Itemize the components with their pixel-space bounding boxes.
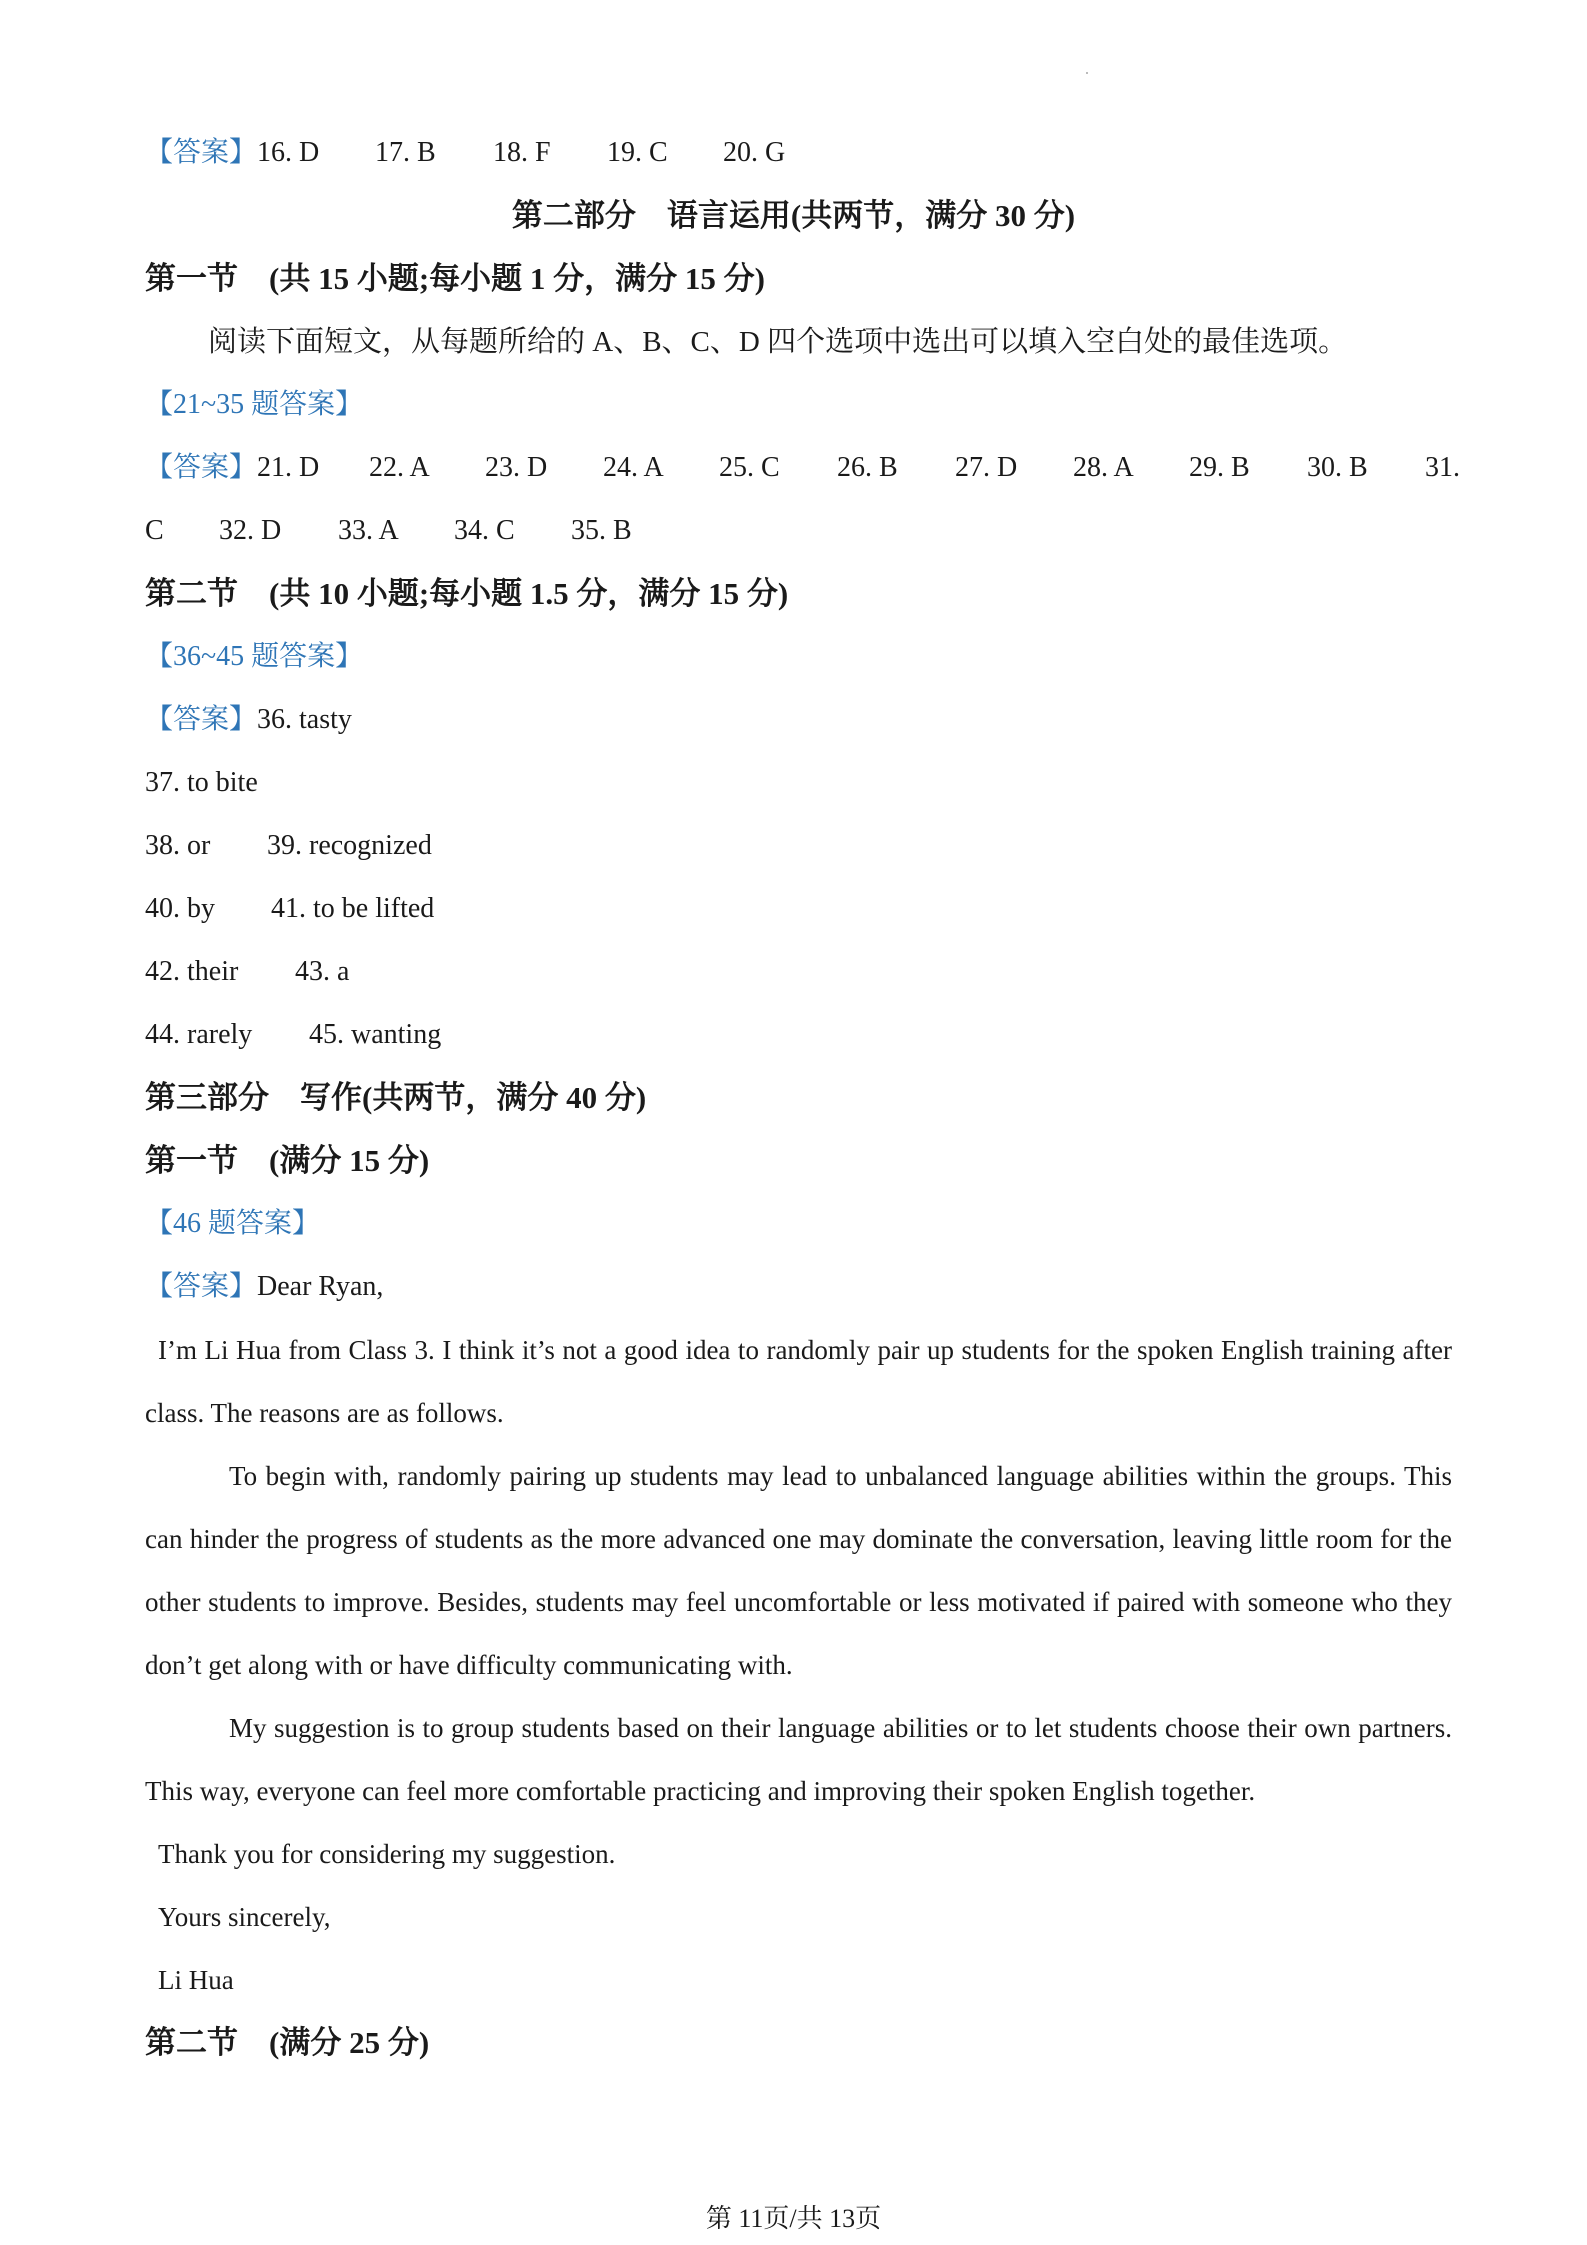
answer-item: 22. A <box>369 452 430 483</box>
answer-item: 32. D <box>219 515 282 546</box>
answer-header-21-35: 【21~35 题答案】 <box>145 389 364 420</box>
letter-paragraph-1: I’m Li Hua from Class 3. I think it’s not a good idea to randomly pair up students for the spoken English training after class. The reasons are as follows. <box>145 1335 1452 1428</box>
part2-section2-title: 第二节 (共 10 小题;每小题 1.5 分，满分 15 分) <box>145 576 789 611</box>
part3-title: 第三部分 写作(共两节，满分 40 分) <box>145 1080 647 1115</box>
answer-item: 21. D <box>257 452 320 483</box>
part2-instruction: 阅读下面短文，从每题所给的 A、B、C、D 四个选项中选出可以填入空白处的最佳选项。 <box>208 326 1348 358</box>
answer-item: 29. B <box>1189 452 1250 483</box>
answer-label: 【答案】 <box>145 704 258 735</box>
answers-36 <box>145 700 352 740</box>
answer-item: 23. D <box>485 452 548 483</box>
answer-item: C <box>145 515 164 546</box>
answers-21-31 <box>145 448 1460 488</box>
answer-item: 36. tasty <box>257 704 352 735</box>
answer-item: 42. their <box>145 956 239 987</box>
answer-item: 18. F <box>493 137 551 168</box>
letter-thanks: Thank you for considering my suggestion. <box>158 1839 616 1869</box>
answers-40-41 <box>145 889 434 929</box>
letter-signature: Li Hua <box>158 1965 234 1995</box>
answer-item: 28. A <box>1073 452 1134 483</box>
answer-item: 33. A <box>338 515 399 546</box>
page-footer: 第 11页/共 13页 <box>705 2204 882 2233</box>
answer-item: 40. by <box>145 893 215 924</box>
answer-item: 31. <box>1425 452 1461 483</box>
answer-item: 44. rarely <box>145 1019 253 1050</box>
answer-item: 38. or <box>145 830 211 861</box>
answer-header-36-45: 【36~45 题答案】 <box>145 641 364 672</box>
letter-greeting: Dear Ryan, <box>257 1271 384 1302</box>
answer-item: 26. B <box>837 452 898 483</box>
answer-item: 19. C <box>607 137 668 168</box>
answer-item: 24. A <box>603 452 664 483</box>
part3-section1-title: 第一节 (满分 15 分) <box>145 1143 430 1178</box>
answer-item: 35. B <box>571 515 632 546</box>
letter-greeting-line <box>145 1267 383 1307</box>
answer-item: 41. to be lifted <box>271 893 435 924</box>
answer-item: 17. B <box>375 137 436 168</box>
answer-item: 16. D <box>257 137 320 168</box>
part2-title: 第二部分 语言运用(共两节，满分 30 分) <box>511 198 1076 233</box>
answers-42-43 <box>145 952 349 992</box>
part3-section2-title: 第二节 (满分 25 分) <box>145 2025 430 2060</box>
answer-label: 【答案】 <box>145 1271 258 1302</box>
answer-item: 20. G <box>723 137 786 168</box>
answer-label: 【答案】 <box>145 137 258 168</box>
answer-item: 27. D <box>955 452 1018 483</box>
answer-item: 25. C <box>719 452 780 483</box>
answers-38-39 <box>145 826 432 866</box>
scan-dot <box>1086 72 1088 74</box>
answers-31-35 <box>145 511 632 551</box>
answer-item: 43. a <box>295 956 350 987</box>
answers-44-45 <box>145 1015 441 1055</box>
part2-section1-title: 第一节 (共 15 小题;每小题 1 分，满分 15 分) <box>145 261 765 296</box>
answer-item: 39. recognized <box>267 830 432 861</box>
answer-label: 【答案】 <box>145 452 258 483</box>
answer-item: 45. wanting <box>309 1019 442 1050</box>
letter-closing: Yours sincerely, <box>158 1902 331 1932</box>
answer-header-46: 【46 题答案】 <box>145 1208 321 1239</box>
answer-item: 34. C <box>454 515 515 546</box>
answers-37 <box>145 763 258 803</box>
letter-paragraph-3: My suggestion is to group students based on their language abilities or to let students choose their own partners. This way, everyone can feel more comfortable practicing and improving their spoken English together. <box>145 1713 1452 1806</box>
answer-item: 30. B <box>1307 452 1368 483</box>
answer-item: 37. to bite <box>145 767 258 798</box>
letter-paragraph-2: To begin with, randomly pairing up students may lead to unbalanced language abilities within the groups. This can hinder the progress of students as the more advanced one may dominate the conversation, leaving little room for the other students to improve. Besides, students may feel uncomfortable or less motivated if paired with someone who they don’t get along with or have difficulty communicating with. <box>145 1461 1452 1680</box>
answers-16-20 <box>145 133 785 173</box>
